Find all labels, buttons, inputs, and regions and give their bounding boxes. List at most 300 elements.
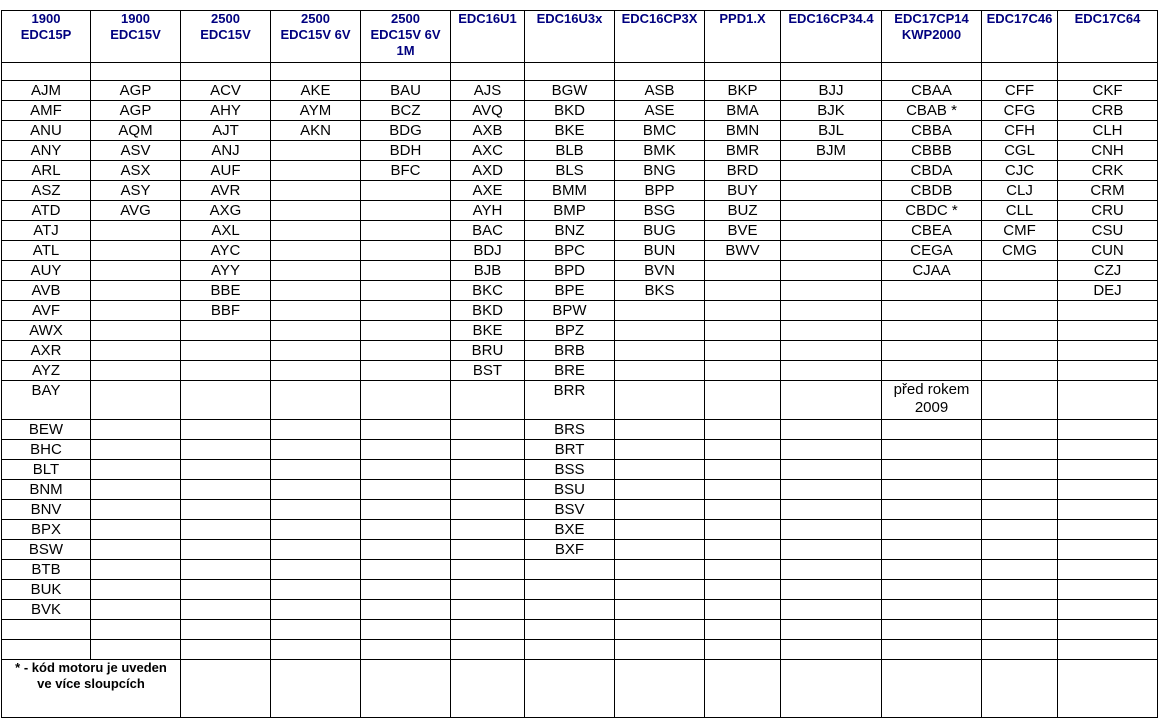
table-row bbox=[2, 101, 1158, 121]
engine-code-cell: BJB bbox=[451, 261, 525, 281]
column-header bbox=[982, 11, 1058, 63]
engine-code-cell: AGP bbox=[91, 101, 181, 121]
engine-code-cell: CFF bbox=[982, 81, 1058, 101]
table-cell bbox=[361, 361, 451, 381]
table-cell bbox=[271, 460, 361, 480]
engine-code-cell: AYM bbox=[271, 101, 361, 121]
table-cell bbox=[982, 640, 1058, 660]
table-cell bbox=[882, 480, 982, 500]
column-header bbox=[882, 11, 982, 63]
table-cell bbox=[615, 620, 705, 640]
engine-code-cell: DEJ bbox=[1058, 281, 1158, 301]
table-cell bbox=[91, 261, 181, 281]
table-row bbox=[2, 640, 1158, 660]
empty-cell bbox=[615, 660, 705, 718]
table-cell bbox=[781, 261, 882, 281]
table-cell bbox=[982, 500, 1058, 520]
table-cell bbox=[271, 161, 361, 181]
column-header bbox=[615, 11, 705, 63]
table-cell bbox=[615, 440, 705, 460]
column-header-line: EDC16U1 bbox=[458, 11, 517, 26]
engine-code-cell: CBDB bbox=[882, 181, 982, 201]
table-cell bbox=[705, 560, 781, 580]
table-cell bbox=[615, 500, 705, 520]
table-cell bbox=[271, 181, 361, 201]
table-cell bbox=[705, 460, 781, 480]
spacer-row bbox=[2, 63, 1158, 81]
engine-code-cell: BRR bbox=[525, 381, 615, 420]
empty-cell bbox=[781, 660, 882, 718]
table-cell bbox=[781, 540, 882, 560]
engine-code-cell: CMG bbox=[982, 241, 1058, 261]
empty-cell bbox=[982, 660, 1058, 718]
footnote-row bbox=[2, 660, 1158, 718]
empty-cell bbox=[361, 63, 451, 81]
table-cell bbox=[91, 301, 181, 321]
table-cell bbox=[781, 520, 882, 540]
table-cell bbox=[1058, 361, 1158, 381]
table-cell bbox=[1058, 520, 1158, 540]
engine-code-cell: AMF bbox=[2, 101, 91, 121]
engine-code-cell: BSW bbox=[2, 540, 91, 560]
table-cell bbox=[781, 201, 882, 221]
engine-code-cell: AYZ bbox=[2, 361, 91, 381]
table-cell bbox=[982, 460, 1058, 480]
table-cell bbox=[982, 361, 1058, 381]
table-cell bbox=[361, 201, 451, 221]
engine-code-cell: BLS bbox=[525, 161, 615, 181]
column-header-line: EDC15V bbox=[200, 27, 251, 42]
engine-code-table bbox=[1, 10, 1158, 718]
engine-code-cell: CKF bbox=[1058, 81, 1158, 101]
table-cell bbox=[705, 440, 781, 460]
table-cell bbox=[982, 600, 1058, 620]
table-cell bbox=[982, 261, 1058, 281]
table-cell bbox=[91, 221, 181, 241]
table-row bbox=[2, 381, 1158, 420]
engine-code-cell: BBE bbox=[181, 281, 271, 301]
engine-code-cell: CBDC * bbox=[882, 201, 982, 221]
table-cell bbox=[982, 440, 1058, 460]
table-cell bbox=[1058, 381, 1158, 420]
engine-code-cell: AYC bbox=[181, 241, 271, 261]
engine-code-cell: BKC bbox=[451, 281, 525, 301]
table-cell bbox=[705, 301, 781, 321]
table-cell bbox=[91, 381, 181, 420]
table-cell bbox=[361, 221, 451, 241]
engine-code-cell: AYH bbox=[451, 201, 525, 221]
empty-cell bbox=[361, 660, 451, 718]
table-cell bbox=[615, 640, 705, 660]
table-cell bbox=[271, 600, 361, 620]
table-cell bbox=[181, 640, 271, 660]
column-header bbox=[361, 11, 451, 63]
table-cell bbox=[882, 520, 982, 540]
table-cell bbox=[91, 440, 181, 460]
engine-code-cell: CMF bbox=[982, 221, 1058, 241]
table-cell bbox=[1058, 500, 1158, 520]
table-cell bbox=[882, 500, 982, 520]
engine-code-cell: AVQ bbox=[451, 101, 525, 121]
table-cell bbox=[361, 241, 451, 261]
engine-code-cell: BUK bbox=[2, 580, 91, 600]
table-cell bbox=[361, 540, 451, 560]
table-cell bbox=[91, 460, 181, 480]
table-cell bbox=[781, 301, 882, 321]
engine-code-cell: AJS bbox=[451, 81, 525, 101]
table-cell bbox=[451, 500, 525, 520]
table-cell bbox=[1058, 460, 1158, 480]
table-cell bbox=[361, 500, 451, 520]
table-cell bbox=[271, 141, 361, 161]
engine-code-cell: AWX bbox=[2, 321, 91, 341]
table-cell bbox=[982, 420, 1058, 440]
table-row bbox=[2, 321, 1158, 341]
table-cell bbox=[882, 620, 982, 640]
table-cell bbox=[271, 301, 361, 321]
engine-code-cell: BXF bbox=[525, 540, 615, 560]
engine-code-cell: CFH bbox=[982, 121, 1058, 141]
empty-cell bbox=[525, 660, 615, 718]
table-row bbox=[2, 141, 1158, 161]
column-header-line: EDC15P bbox=[20, 27, 72, 42]
table-cell bbox=[271, 440, 361, 460]
engine-code-cell: BDJ bbox=[451, 241, 525, 261]
engine-code-cell: BRS bbox=[525, 420, 615, 440]
column-header-line: EDC16CP34.4 bbox=[788, 11, 874, 26]
table-cell bbox=[882, 640, 982, 660]
table-cell bbox=[705, 500, 781, 520]
engine-code-cell: AUF bbox=[181, 161, 271, 181]
empty-cell bbox=[271, 660, 361, 718]
table-cell bbox=[181, 480, 271, 500]
table-cell bbox=[615, 460, 705, 480]
engine-code-cell: BRT bbox=[525, 440, 615, 460]
table-row bbox=[2, 500, 1158, 520]
engine-code-cell: AJM bbox=[2, 81, 91, 101]
engine-code-cell: BMC bbox=[615, 121, 705, 141]
engine-code-cell: CLJ bbox=[982, 181, 1058, 201]
table-cell bbox=[705, 381, 781, 420]
engine-code-cell: BMA bbox=[705, 101, 781, 121]
engine-code-cell: AXL bbox=[181, 221, 271, 241]
engine-code-cell: BDG bbox=[361, 121, 451, 141]
table-cell bbox=[91, 600, 181, 620]
engine-code-cell: BKS bbox=[615, 281, 705, 301]
table-cell bbox=[91, 540, 181, 560]
engine-code-cell: ANJ bbox=[181, 141, 271, 161]
engine-code-cell: BRU bbox=[451, 341, 525, 361]
table-cell bbox=[451, 540, 525, 560]
table-cell bbox=[882, 600, 982, 620]
table-row bbox=[2, 420, 1158, 440]
table-cell bbox=[451, 460, 525, 480]
table-cell bbox=[1058, 480, 1158, 500]
table-cell bbox=[982, 560, 1058, 580]
empty-cell bbox=[982, 63, 1058, 81]
table-cell bbox=[781, 560, 882, 580]
engine-code-cell: CRM bbox=[1058, 181, 1158, 201]
table-cell bbox=[982, 301, 1058, 321]
empty-cell bbox=[1058, 63, 1158, 81]
column-header-line: EDC16CP3X bbox=[621, 11, 698, 26]
engine-code-cell: CJAA bbox=[882, 261, 982, 281]
table-row bbox=[2, 361, 1158, 381]
empty-cell bbox=[615, 63, 705, 81]
table-cell bbox=[451, 560, 525, 580]
engine-code-cell: BJK bbox=[781, 101, 882, 121]
table-cell bbox=[361, 620, 451, 640]
table-cell bbox=[705, 480, 781, 500]
engine-code-cell: BLB bbox=[525, 141, 615, 161]
table-cell bbox=[2, 620, 91, 640]
engine-code-cell: ANY bbox=[2, 141, 91, 161]
table-cell bbox=[781, 181, 882, 201]
table-cell bbox=[271, 341, 361, 361]
engine-code-cell: BPC bbox=[525, 241, 615, 261]
table-cell bbox=[361, 440, 451, 460]
table-cell bbox=[781, 620, 882, 640]
table-cell bbox=[705, 281, 781, 301]
engine-code-cell: BGW bbox=[525, 81, 615, 101]
table-row bbox=[2, 600, 1158, 620]
table-cell bbox=[91, 640, 181, 660]
column-header-line: 1900 bbox=[31, 11, 61, 26]
engine-code-cell: ASY bbox=[91, 181, 181, 201]
table-cell bbox=[982, 620, 1058, 640]
engine-code-cell: CJC bbox=[982, 161, 1058, 181]
table-cell bbox=[451, 640, 525, 660]
engine-code-cell: BNG bbox=[615, 161, 705, 181]
table-cell bbox=[615, 480, 705, 500]
table-cell bbox=[615, 600, 705, 620]
column-header-line: EDC17CP14 bbox=[894, 11, 969, 26]
table-cell bbox=[781, 341, 882, 361]
engine-code-cell: BKE bbox=[451, 321, 525, 341]
engine-code-cell: BFC bbox=[361, 161, 451, 181]
table-cell bbox=[91, 500, 181, 520]
table-cell bbox=[781, 580, 882, 600]
table-cell bbox=[451, 420, 525, 440]
engine-code-cell: BPZ bbox=[525, 321, 615, 341]
engine-code-cell: BST bbox=[451, 361, 525, 381]
table-cell bbox=[181, 560, 271, 580]
table-cell bbox=[982, 321, 1058, 341]
column-header bbox=[781, 11, 882, 63]
table-cell bbox=[271, 201, 361, 221]
table-cell bbox=[525, 620, 615, 640]
engine-code-cell: BMK bbox=[615, 141, 705, 161]
table-cell bbox=[271, 580, 361, 600]
engine-code-cell: ANU bbox=[2, 121, 91, 141]
engine-code-cell: BWV bbox=[705, 241, 781, 261]
column-header-line: PPD1.X bbox=[719, 11, 766, 26]
table-cell bbox=[705, 620, 781, 640]
table-cell bbox=[91, 420, 181, 440]
table-cell bbox=[181, 341, 271, 361]
table-cell bbox=[451, 620, 525, 640]
table-cell bbox=[1058, 600, 1158, 620]
engine-code-cell: BUY bbox=[705, 181, 781, 201]
column-header bbox=[271, 11, 361, 63]
engine-code-cell: BAU bbox=[361, 81, 451, 101]
table-cell bbox=[91, 520, 181, 540]
table-cell bbox=[982, 381, 1058, 420]
engine-code-cell: AXG bbox=[181, 201, 271, 221]
table-cell bbox=[271, 381, 361, 420]
engine-code-cell: BJM bbox=[781, 141, 882, 161]
table-cell bbox=[781, 500, 882, 520]
column-header-line: 2500 bbox=[301, 11, 330, 26]
table-row bbox=[2, 480, 1158, 500]
table-cell bbox=[781, 221, 882, 241]
empty-cell bbox=[882, 63, 982, 81]
engine-code-cell: BPE bbox=[525, 281, 615, 301]
table-cell bbox=[361, 381, 451, 420]
table-row bbox=[2, 440, 1158, 460]
engine-code-cell: BVK bbox=[2, 600, 91, 620]
engine-code-cell: BSV bbox=[525, 500, 615, 520]
table-cell bbox=[361, 600, 451, 620]
engine-code-cell: CLL bbox=[982, 201, 1058, 221]
table-cell bbox=[181, 520, 271, 540]
table-cell bbox=[181, 540, 271, 560]
table-cell bbox=[181, 361, 271, 381]
table-cell bbox=[91, 241, 181, 261]
table-cell bbox=[361, 460, 451, 480]
engine-code-cell: BDH bbox=[361, 141, 451, 161]
empty-cell bbox=[91, 63, 181, 81]
engine-code-cell: ASE bbox=[615, 101, 705, 121]
table-cell bbox=[615, 381, 705, 420]
empty-cell bbox=[882, 660, 982, 718]
table-cell bbox=[705, 341, 781, 361]
engine-code-cell: BCZ bbox=[361, 101, 451, 121]
column-header bbox=[451, 11, 525, 63]
engine-code-cell: BNM bbox=[2, 480, 91, 500]
engine-code-cell: CGL bbox=[982, 141, 1058, 161]
engine-code-cell: BVN bbox=[615, 261, 705, 281]
engine-code-cell: BMN bbox=[705, 121, 781, 141]
table-cell bbox=[615, 361, 705, 381]
engine-code-cell: BRE bbox=[525, 361, 615, 381]
table-row bbox=[2, 560, 1158, 580]
table-row bbox=[2, 301, 1158, 321]
table-cell bbox=[882, 341, 982, 361]
engine-code-cell: BPD bbox=[525, 261, 615, 281]
table-cell bbox=[882, 440, 982, 460]
engine-code-cell: BVE bbox=[705, 221, 781, 241]
table-cell bbox=[361, 580, 451, 600]
engine-code-cell: AUY bbox=[2, 261, 91, 281]
table-cell bbox=[91, 281, 181, 301]
engine-code-cell: AGP bbox=[91, 81, 181, 101]
table-cell bbox=[451, 381, 525, 420]
table-cell bbox=[781, 440, 882, 460]
engine-code-cell: CLH bbox=[1058, 121, 1158, 141]
column-header-line: EDC15V bbox=[110, 27, 161, 42]
table-cell bbox=[705, 361, 781, 381]
table-cell bbox=[781, 161, 882, 181]
engine-code-cell: AKE bbox=[271, 81, 361, 101]
engine-code-cell: BHC bbox=[2, 440, 91, 460]
column-header-line: EDC15V 6V bbox=[370, 27, 441, 42]
engine-code-cell: BSS bbox=[525, 460, 615, 480]
table-row bbox=[2, 221, 1158, 241]
engine-code-cell: CEGA bbox=[882, 241, 982, 261]
engine-code-cell: AVF bbox=[2, 301, 91, 321]
table-cell bbox=[91, 321, 181, 341]
table-cell bbox=[1058, 301, 1158, 321]
table-row bbox=[2, 460, 1158, 480]
table-cell bbox=[781, 420, 882, 440]
table-cell bbox=[882, 420, 982, 440]
table-cell bbox=[271, 520, 361, 540]
engine-code-cell: CRU bbox=[1058, 201, 1158, 221]
engine-code-cell: BNZ bbox=[525, 221, 615, 241]
engine-code-cell: AXD bbox=[451, 161, 525, 181]
engine-code-cell: AYY bbox=[181, 261, 271, 281]
table-cell bbox=[181, 440, 271, 460]
footnote bbox=[2, 660, 181, 718]
table-row bbox=[2, 580, 1158, 600]
table-cell bbox=[271, 540, 361, 560]
engine-code-cell: BLT bbox=[2, 460, 91, 480]
table-cell bbox=[781, 361, 882, 381]
table-cell bbox=[525, 640, 615, 660]
table-cell bbox=[882, 540, 982, 560]
table-row bbox=[2, 540, 1158, 560]
engine-code-cell: BMM bbox=[525, 181, 615, 201]
table-cell bbox=[982, 540, 1058, 560]
table-row bbox=[2, 281, 1158, 301]
table-cell bbox=[615, 321, 705, 341]
table-cell bbox=[91, 480, 181, 500]
table-cell bbox=[615, 540, 705, 560]
table-cell bbox=[361, 301, 451, 321]
engine-code-cell: BPP bbox=[615, 181, 705, 201]
table-cell bbox=[181, 321, 271, 341]
table-cell bbox=[882, 281, 982, 301]
engine-code-cell: CFG bbox=[982, 101, 1058, 121]
table-cell bbox=[781, 241, 882, 261]
table-cell bbox=[705, 640, 781, 660]
table-cell bbox=[91, 580, 181, 600]
column-header bbox=[705, 11, 781, 63]
table-cell bbox=[361, 321, 451, 341]
table-row bbox=[2, 121, 1158, 141]
table-cell bbox=[882, 460, 982, 480]
table-cell bbox=[1058, 580, 1158, 600]
table-row bbox=[2, 520, 1158, 540]
engine-code-cell: AVG bbox=[91, 201, 181, 221]
engine-code-cell: ASZ bbox=[2, 181, 91, 201]
engine-code-cell: BMR bbox=[705, 141, 781, 161]
column-header bbox=[91, 11, 181, 63]
table-cell bbox=[91, 361, 181, 381]
table-cell bbox=[271, 321, 361, 341]
column-header bbox=[2, 11, 91, 63]
table-cell bbox=[361, 261, 451, 281]
table-cell bbox=[271, 560, 361, 580]
engine-code-cell: BAC bbox=[451, 221, 525, 241]
engine-code-cell: BSU bbox=[525, 480, 615, 500]
table-cell bbox=[705, 520, 781, 540]
column-header-line: EDC17C46 bbox=[986, 11, 1053, 26]
empty-cell bbox=[271, 63, 361, 81]
engine-code-cell: BKD bbox=[451, 301, 525, 321]
table-cell bbox=[361, 520, 451, 540]
